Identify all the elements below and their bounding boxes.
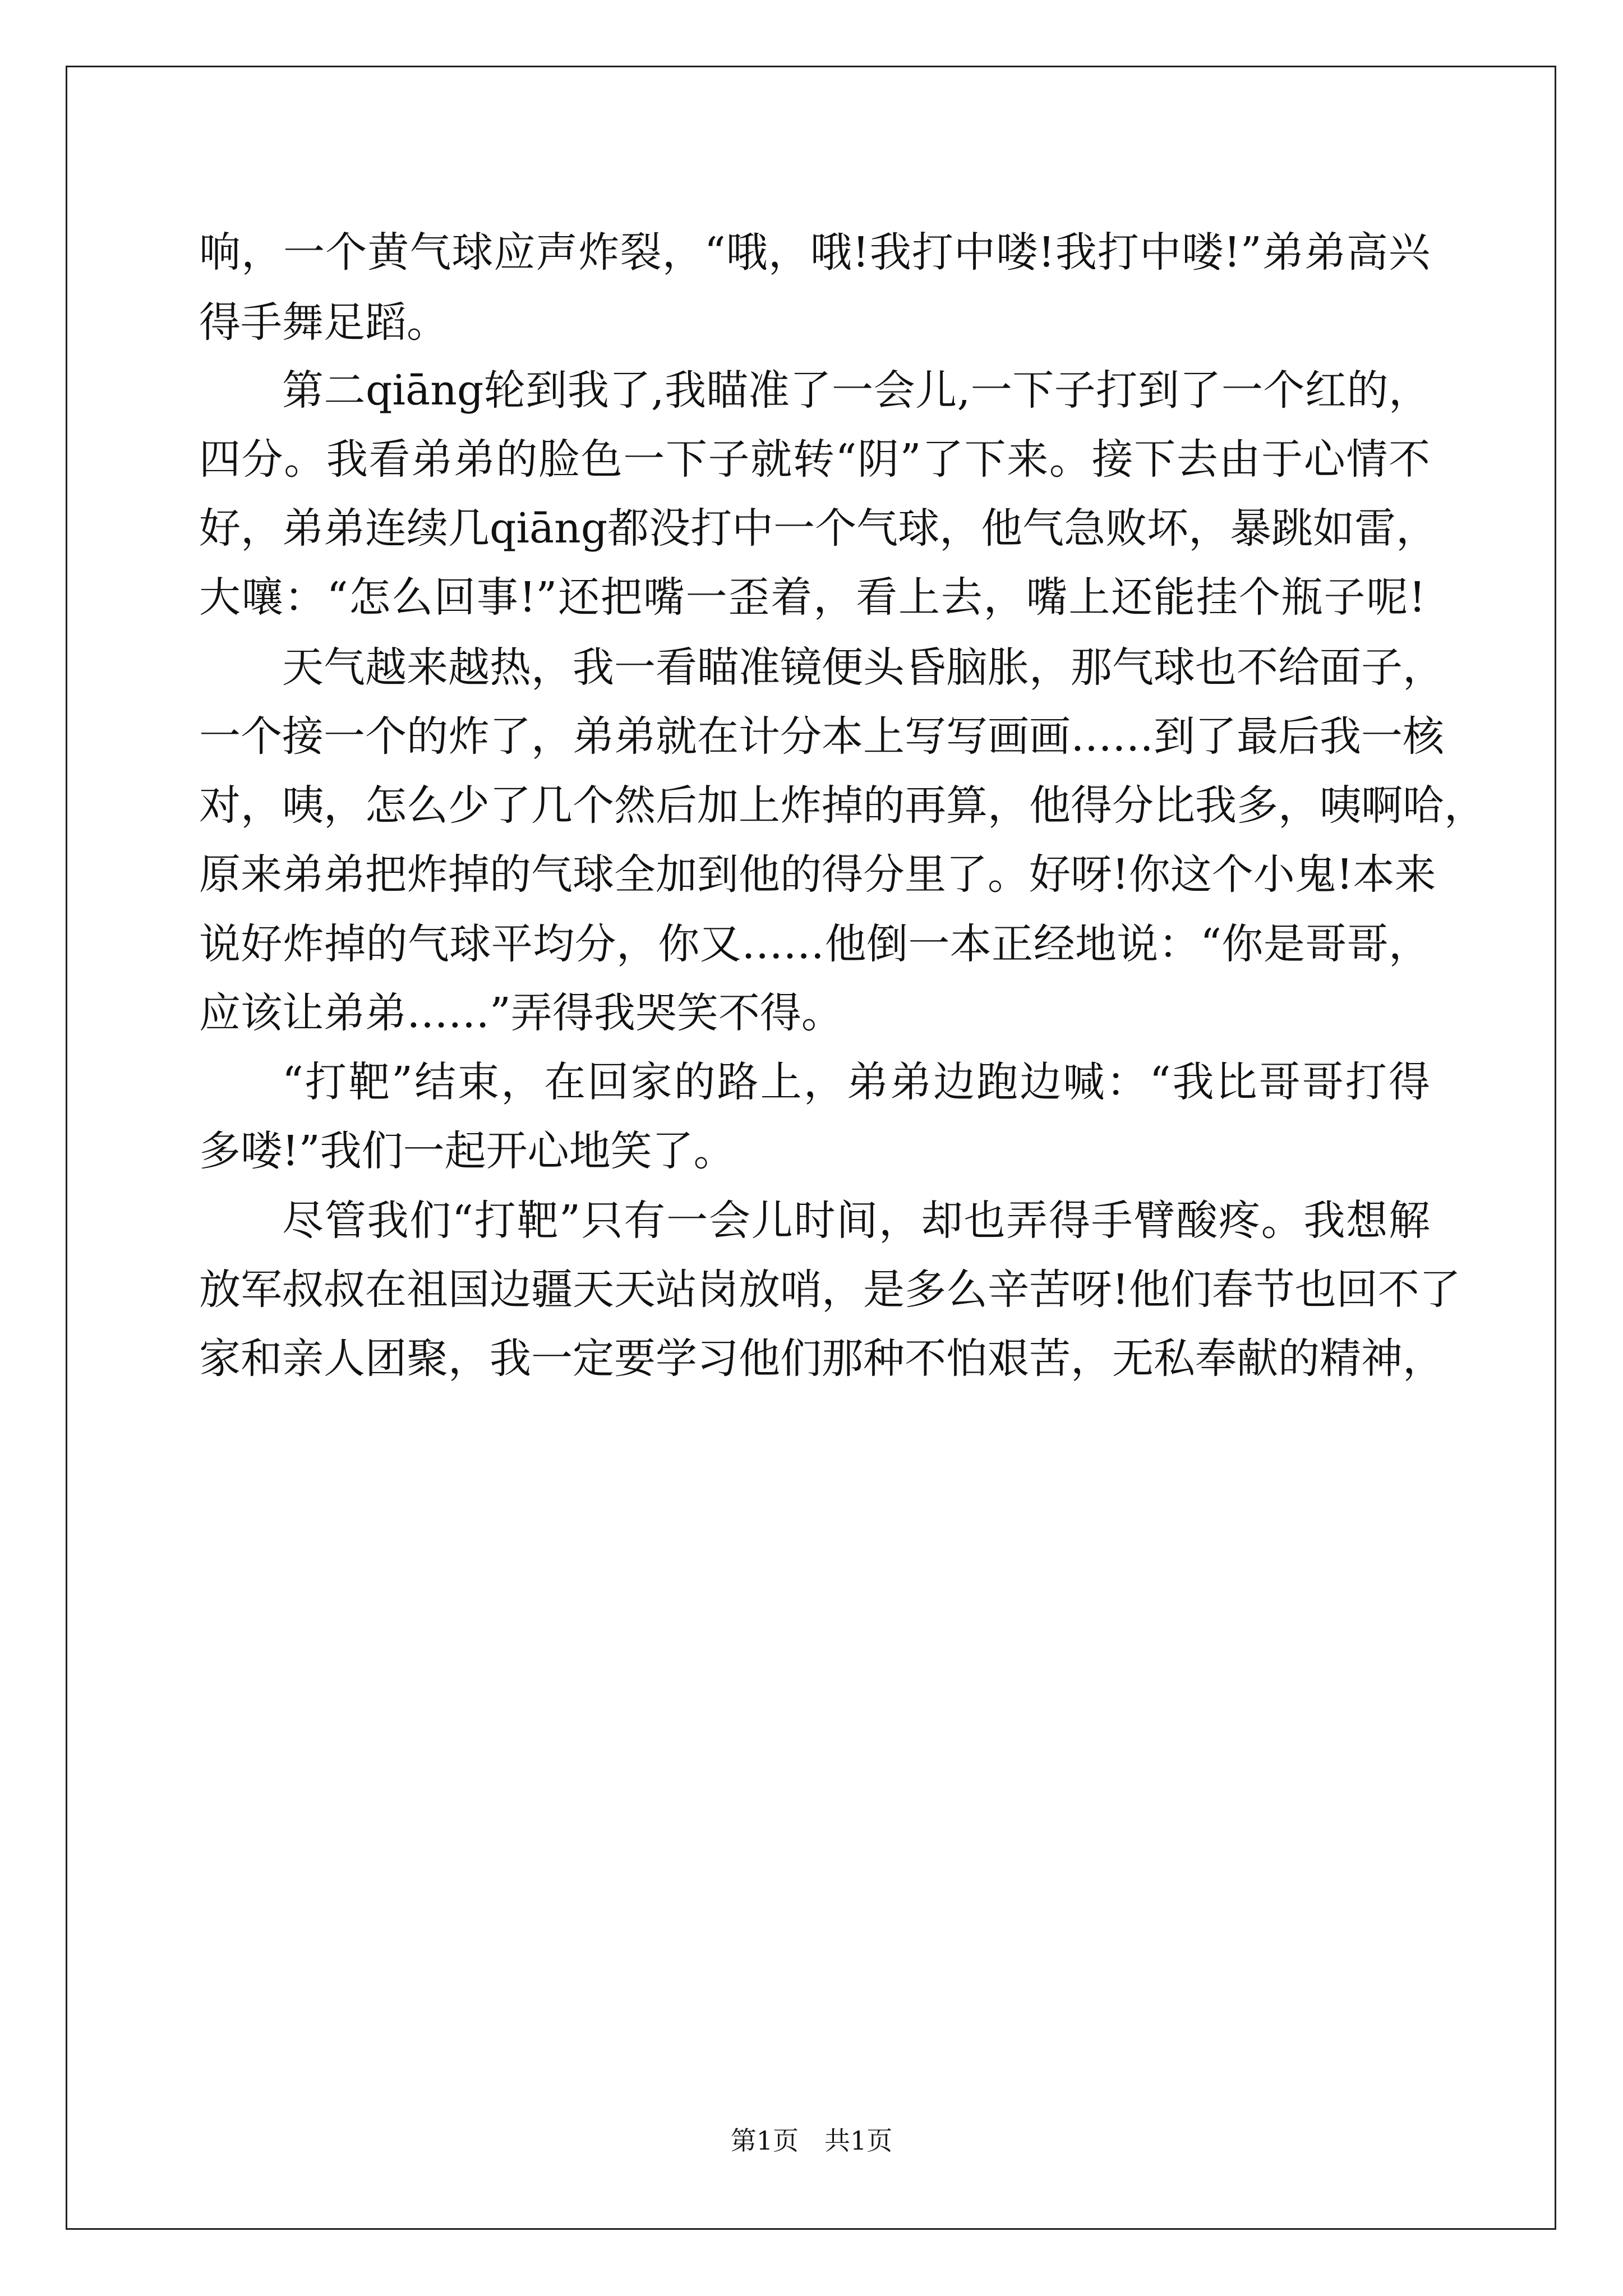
text-line-4: 四分。我看弟弟的脸色一下子就转“阴”了下来。接下去由于心情不 bbox=[199, 435, 1430, 484]
text-line-1: 响，一个黄气球应声炸裂，“哦，哦!我打中喽!我打中喽!”弟弟高兴 bbox=[199, 228, 1430, 277]
text-line-2: 得手舞足蹈。 bbox=[199, 298, 448, 347]
page-number-total: 共1页 bbox=[824, 2125, 893, 2156]
text-line-17: 家和亲人团聚，我一定要学习他们那种不怕艰苦，无私奉献的精神， bbox=[199, 1335, 1444, 1383]
text-line-3: 第二qiāng轮到我了,我瞄准了一会儿,一下子打到了一个红的， bbox=[282, 366, 1430, 415]
text-line-5: 好，弟弟连续几qiāng都没打中一个气球，他气急败坏，暴跳如雷， bbox=[199, 504, 1438, 553]
text-line-16: 放军叔叔在祖国边疆天天站岗放哨，是多么辛苦呀!他们春节也回不了 bbox=[199, 1266, 1461, 1314]
text-line-10: 原来弟弟把炸掉的气球全加到他的得分里了。好呀!你这个小鬼!本来 bbox=[199, 850, 1436, 899]
text-line-8: 一个接一个的炸了，弟弟就在计分本上写写画画……到了最后我一核 bbox=[199, 712, 1444, 761]
text-line-13: “打靶”结束，在回家的路上，弟弟边跑边喊：“我比哥哥打得 bbox=[282, 1058, 1430, 1106]
page-footer bbox=[0, 2125, 1623, 2156]
page-number-current: 第1页 bbox=[730, 2125, 799, 2156]
text-line-14: 多喽!”我们一起开心地笑了。 bbox=[199, 1127, 735, 1175]
text-line-7: 天气越来越热，我一看瞄准镜便头昏脑胀，那气球也不给面子， bbox=[282, 643, 1444, 692]
text-line-15: 尽管我们“打靶”只有一会儿时间，却也弄得手臂酸疼。我想解 bbox=[282, 1197, 1430, 1245]
text-line-9: 对，咦，怎么少了几个然后加上炸掉的再算，他得分比我多，咦啊哈， bbox=[199, 781, 1486, 830]
text-line-12: 应该让弟弟……”弄得我哭笑不得。 bbox=[199, 989, 843, 1037]
text-line-6: 大嚷：“怎么回事!”还把嘴一歪着，看上去，嘴上还能挂个瓶子呢! bbox=[199, 573, 1426, 622]
text-line-11: 说好炸掉的气球平均分，你又……他倒一本正经地说：“你是哥哥， bbox=[199, 920, 1430, 968]
